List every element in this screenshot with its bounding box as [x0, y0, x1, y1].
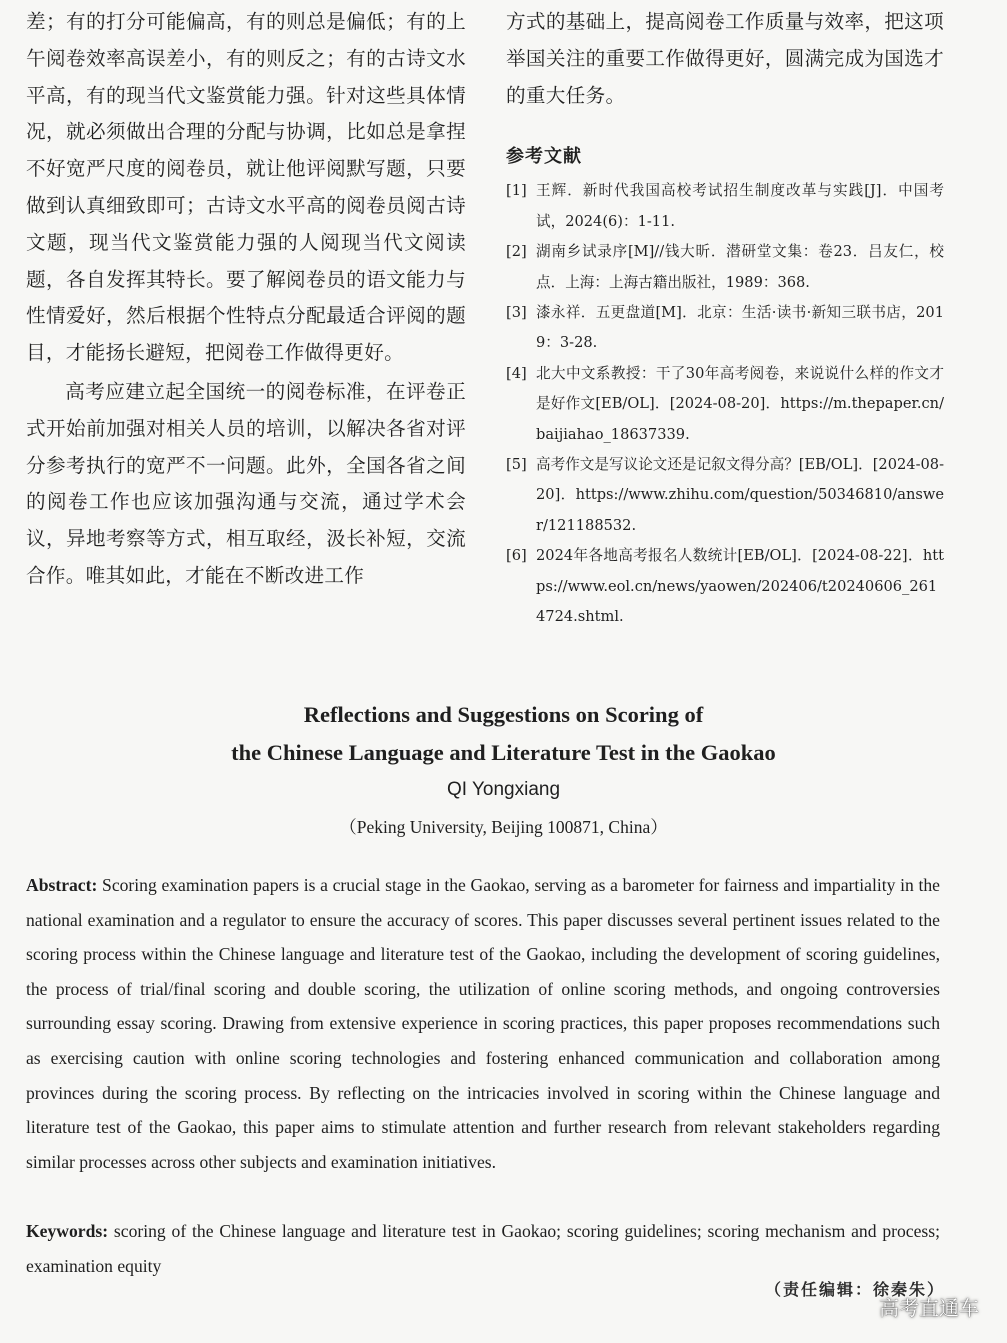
abstract — [26, 868, 940, 1179]
left-column — [26, 4, 466, 595]
reference-text: 王辉．新时代我国高校考试招生制度改革与实践[J]．中国考试，2024(6)：1-11. — [536, 182, 944, 230]
watermark: 高考直通车 — [879, 1296, 979, 1320]
english-title-line-1: Reflections and Suggestions on Scoring of — [303, 702, 704, 727]
reference-item — [506, 237, 944, 298]
reference-text: 高考作文是写议论文还是记叙文得分高？[EB/OL]．[2024-08-20]．https://www.zhihu.com/question/50346810/answer/121188532. — [536, 456, 944, 534]
reference-item — [506, 541, 944, 632]
reference-number: [2] — [506, 243, 527, 261]
keywords — [26, 1214, 940, 1283]
reference-list — [506, 176, 944, 632]
references-heading: 参考文献 — [506, 146, 582, 168]
abstract-label: Abstract: — [26, 875, 98, 895]
reference-text: 湖南乡试录序[M]//钱大昕．潜研堂文集：卷23．吕友仁，校点．上海：上海古籍出版社，1989：368. — [536, 243, 944, 291]
reference-text: 2024年各地高考报名人数统计[EB/OL]．[2024-08-22]．https://www.eol.cn/news/yaowen/202406/t20240606_2614724.shtml. — [536, 547, 944, 626]
reference-number: [5] — [506, 456, 527, 474]
right-column — [506, 4, 944, 632]
reference-text: 漆永祥．五更盘道[M]．北京：生活·读书·新知三联书店，2019：3-28. — [536, 304, 944, 352]
body-paragraph-continuation: 方式的基础上，提高阅卷工作质量与效率，把这项举国关注的重要工作做得更好，圆满完成为国选才的重大任务。 — [506, 10, 944, 107]
body-paragraph-2: 高考应建立起全国统一的阅卷标准，在评卷正式开始前加强对相关人员的培训，以解决各省对评分参考执行的宽严不一问题。此外，全国各省之间的阅卷工作也应该加强沟通与交流，通过学术会议，异地考察等方式，相互取经，汲长补短，交流合作。唯其如此，才能在不断改进工作 — [26, 379, 466, 587]
reference-item — [506, 298, 944, 359]
author-name: QI Yongxiang — [446, 779, 561, 800]
reference-number: [4] — [506, 364, 527, 382]
reference-number: [1] — [506, 182, 527, 200]
keywords-text: scoring of the Chinese language and literature test in Gaokao; scoring guidelines; scoring mechanism and process; examination equity — [26, 1221, 940, 1276]
reference-item — [506, 450, 944, 541]
abstract-text: Scoring examination papers is a crucial stage in the Gaokao, serving as a barometer for fairness and impartiality in the national examination and a regulator to ensure the accuracy of scores. This paper discusses several pertinent issues related to the scoring process within the Chinese language and literature test of the Gaokao, including the development of scoring guidelines, the process of trial/final scoring and double scoring, the utilization of online scoring methods, and ongoing controversies surrounding essay scoring. Drawing from extensive experience in scoring practices, this paper proposes recommendations such as exercising caution with online scoring technologies and fostering enhanced communication and collaboration among provinces during the scoring process. By reflecting on the intricacies involved in scoring within the Chinese language and literature test of the Gaokao, this paper aims to stimulate attention and further research from relevant stakeholders regarding similar processes across other subjects and examination initiatives. — [26, 875, 940, 1172]
english-title-line-2: the Chinese Language and Literature Test in the Gaokao — [231, 740, 776, 765]
reference-text: 北大中文系教授：干了30年高考阅卷，来说说什么样的作文才是好作文[EB/OL]．[2024-08-20]．https://m.thepaper.cn/baijiahao_18637339. — [536, 364, 944, 443]
reference-number: [3] — [506, 304, 527, 322]
reference-item — [506, 359, 944, 450]
reference-item — [506, 176, 944, 237]
keywords-label: Keywords: — [26, 1221, 109, 1241]
responsible-editor: （责任编辑：徐秦朱） — [764, 1280, 945, 1299]
body-paragraph-1: 差；有的打分可能偏高，有的则总是偏低；有的上午阅卷效率高误差小，有的则反之；有的古诗文水平高，有的现当代文鉴赏能力强。针对这些具体情况，就必须做出合理的分配与协调，比如总是拿捏不好宽严尺度的阅卷员，就让他评阅默写题，只要做到认真细致即可；古诗文水平高的阅卷员阅古诗文题，现当代文鉴赏能力强的人阅现当代文阅读题，各自发挥其特长。要了解阅卷员的语文能力与性情爱好，然后根据个性特点分配最适合评阅的题目，才能扬长避短，把阅卷工作做得更好。 — [26, 10, 466, 365]
reference-number: [6] — [506, 547, 527, 565]
author-affiliation: （Peking University, Beijing 100871, China） — [339, 817, 668, 837]
